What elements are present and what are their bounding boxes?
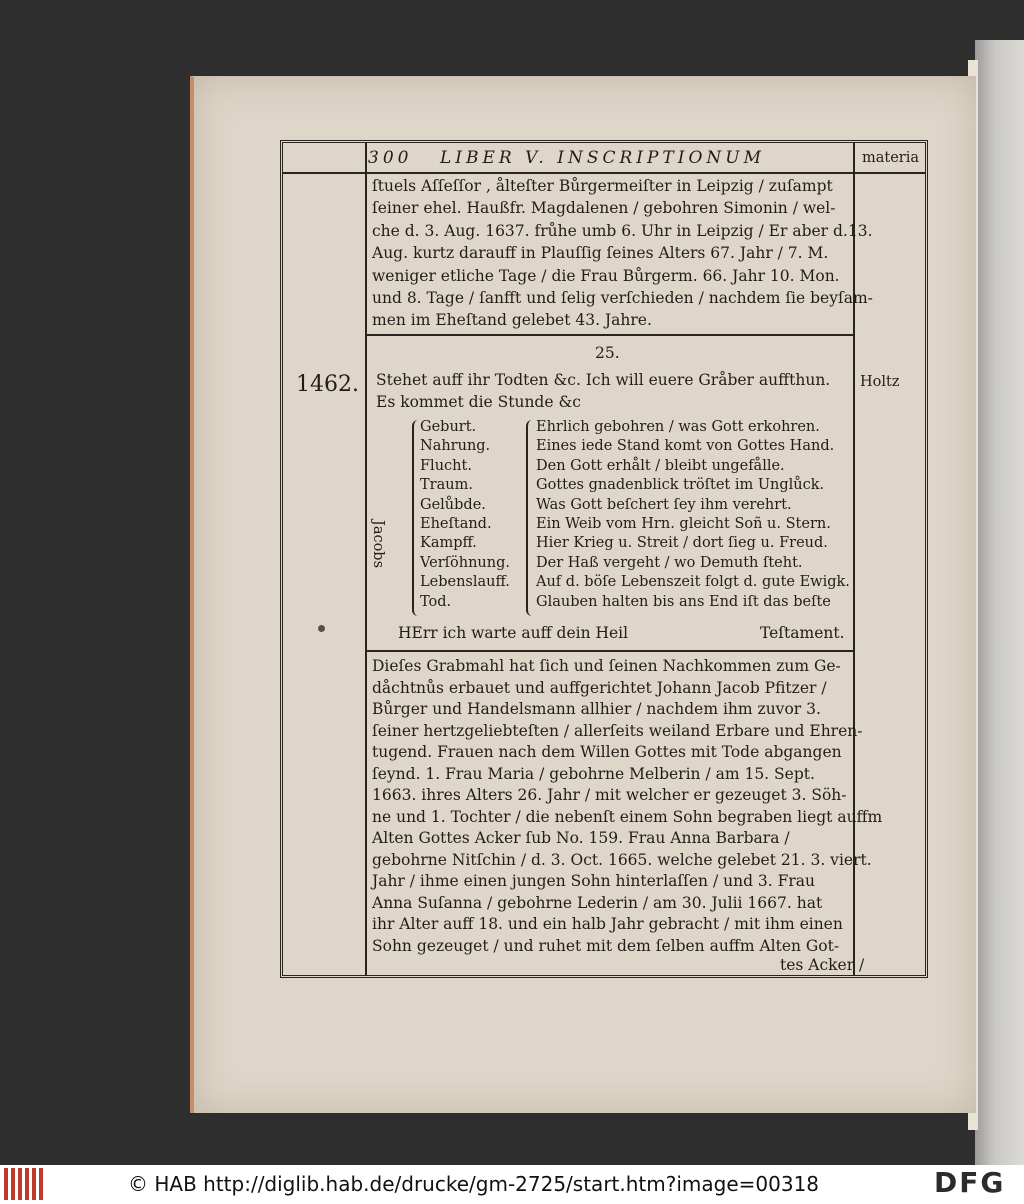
left-column-item: Verſöhnung. [420,554,510,571]
text-line: men im Eheſtand gelebet 43. Jahre. [372,311,652,330]
section-rule [367,334,853,336]
inner-margin-rule [365,142,367,975]
right-column-item: Den Gott erhålt / bleibt ungefålle. [536,457,785,474]
text-line: Anna Suſanna / gebohrne Lederin / am 30. Julii 1667. hat [372,893,823,912]
right-brace [526,420,536,616]
margin-note-right: Holtz [860,374,900,390]
left-column-item: Traum. [420,477,473,494]
left-column-item: Geburt. [420,419,477,435]
text-line: Dieſes Grabmahl hat ſich und ſeinen Nachkommen zum Ge- [372,657,841,675]
catchword: tes Acker / [780,956,865,974]
text-line: Jahr / ihme einen jungen Sohn hinterlaſſen / und 3. Frau [372,872,816,890]
left-column-item: Gelůbde. [420,496,486,513]
text-line: weniger etliche Tage / die Frau Bůrgerm. 66. Jahr 10. Mon. [372,266,840,285]
text-line: ſeynd. 1. Frau Maria / gebohrne Melberin / am 15. Sept. [372,764,815,783]
right-column-item: Ein Weib vom Hrn. gleicht Soñ u. Stern. [536,516,831,532]
text-line: ſeiner hertzgeliebteſten / allerſeits weiland Erbare und Ehren- [372,721,863,740]
right-column-item: Gottes gnadenblick tröſtet im Unglůck. [536,477,825,494]
right-column-item: Glauben halten bis ans End iſt das beſte [536,593,831,610]
header-rule [283,172,925,174]
ink-spot [318,625,325,632]
left-column-item: Kampff. [420,535,477,552]
running-title: LIBER V. INSCRIPTIONUM [440,148,766,168]
left-column-item: Nahrung. [420,438,491,455]
text-line: gebohrne Nitſchin / d. 3. Oct. 1665. welche gelebet 21. 3. viert. [372,850,872,869]
footer-bar [0,1165,1024,1204]
left-column-item: Lebenslauff. [420,574,510,591]
dfg-logo: DFG [934,1166,1006,1199]
text-line: dåchtnůs erbauet und auffgerichtet Johann Jacob Pfitzer / [372,678,827,697]
opening-line-1: Stehet auff ihr Todten &c. Ich will euere Gråber auffthun. [376,371,831,389]
page-number: 300 [368,148,413,168]
margin-note-top: materia [862,150,920,166]
text-line: che d. 3. Aug. 1637. frůhe umb 6. Uhr in Leipzig / Er aber d.13. [372,221,873,240]
margin-entry-number: 1462. [296,372,359,397]
text-line: ſtuels Aſſeſſor , ålteſter Bůrgermeiſter in Leipzig / zuſampt [372,177,833,195]
body-rule [367,650,853,652]
opening-line-2: Es kommet die Stunde &c [376,393,581,411]
text-line: Aug. kurtz darauff in Plauſſig ſeines Alters 67. Jahr / 7. M. [372,244,829,263]
adjacent-page-edge [975,40,1024,1165]
copyright-link[interactable]: © HAB http://diglib.hab.de/drucke/gm-2725/start.htm?image=00318 [128,1172,820,1196]
text-line: Bůrger und Handelsmann allhier / nachdem ihm zuvor 3. [372,700,821,718]
entry-number: 25. [595,344,620,362]
left-column-item: Eheſtand. [420,516,492,532]
text-line: Alten Gottes Acker ſub No. 159. Frau Anna Barbara / [372,829,790,847]
right-column-item: Auf d. böſe Lebenszeit folgt d. gute Ewigk. [536,574,850,591]
text-line: tugend. Frauen nach dem Willen Gottes mit Tode abgangen [372,743,842,761]
closing-left: HErr ich warte auff dein Heil [398,624,629,642]
text-line: ne und 1. Tochter / die nebenſt einem Sohn begraben liegt auffm [372,807,883,826]
left-column-item: Tod. [420,593,452,610]
right-column-item: Ehrlich gebohren / was Gott erkohren. [536,419,820,435]
left-column-item: Flucht. [420,457,472,474]
right-column-item: Hier Krieg u. Streit / dort ſieg u. Freud. [536,535,828,552]
side-label: Jacobs [370,520,386,569]
text-line: Sohn gezeuget / und ruhet mit dem ſelben auffm Alten Got- [372,936,840,955]
right-column-item: Der Haß vergeht / wo Demuth ſteht. [536,554,803,571]
closing-right: Teſtament. [760,624,845,642]
text-line: ihr Alter auff 18. und ein halb Jahr gebracht / mit ihm einen [372,915,843,933]
text-line: 1663. ihres Alters 26. Jahr / mit welcher er gezeuget 3. Söh- [372,786,847,804]
text-line: ſeiner ehel. Haußfr. Magdalenen / gebohren Simonin / wel- [372,199,836,218]
text-line: und 8. Tage / ſanfft und ſelig verſchieden / nachdem ſie beyſam- [372,289,873,307]
hab-logo-icon [4,1168,48,1200]
right-column-item: Eines iede Stand komt von Gottes Hand. [536,438,835,455]
right-column-item: Was Gott beſchert ſey ihm verehrt. [536,496,792,513]
